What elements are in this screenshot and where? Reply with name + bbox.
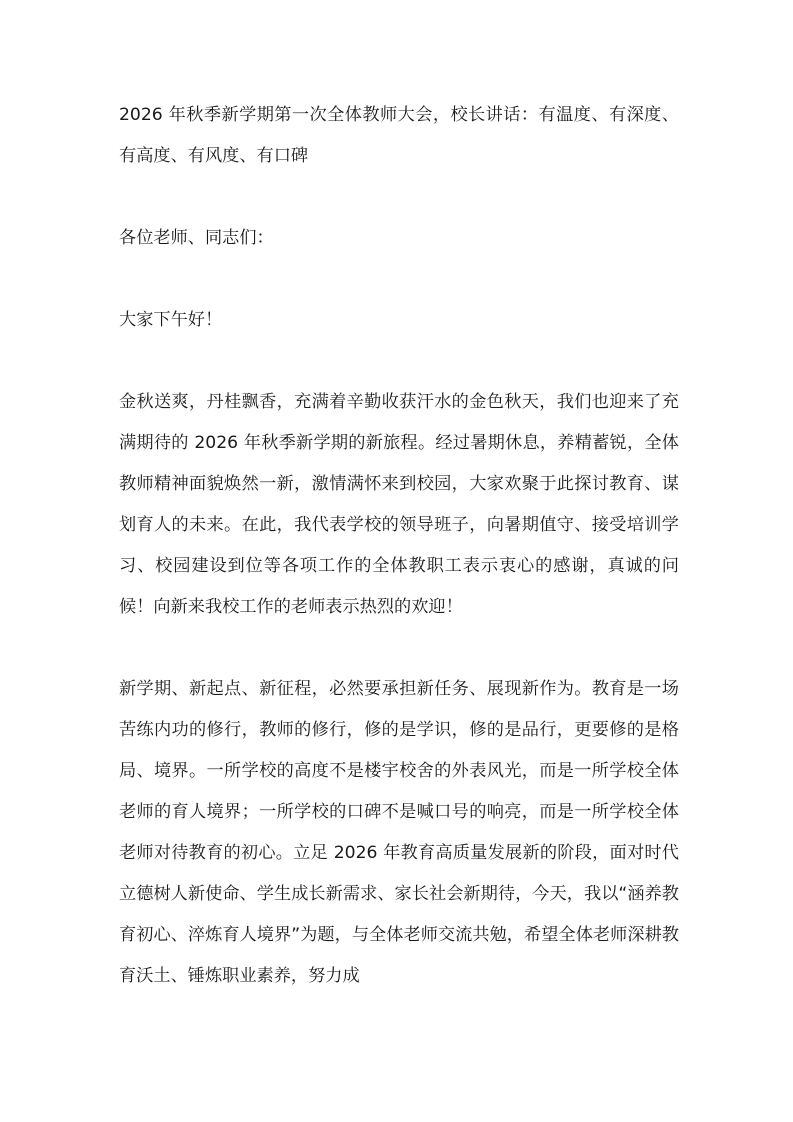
greeting: 各位老师、同志们： <box>119 228 274 248</box>
document-body <box>119 95 679 997</box>
salutation: 大家下午好！ <box>119 310 223 330</box>
document-title: 2026 年秋季新学期第一次全体教师大会，校长讲话：有温度、有深度、有高度、有风度、有口碑 <box>119 105 679 166</box>
paragraph: 金秋送爽，丹桂飘香，充满着辛勤收获汗水的金色秋天，我们也迎来了充满期待的 2026 年秋季新学期的新旅程。经过暑期休息，养精蓄锐，全体教师精神面貌焕然一新，激情满怀来到校园，大家欢聚于此探讨教育、谋划育人的未来。在此，我代表学校的领导班子，向暑期值守、接受培训学习、校园建设到位等各项工作的全体教职工表示衷心的感谢，真诚的问候！向新来我校工作的老师表示热烈的欢迎！ <box>119 392 679 617</box>
paragraph: 新学期、新起点、新征程，必然要承担新任务、展现新作为。教育是一场苦练内功的修行，教师的修行，修的是学识，修的是品行，更要修的是格局、境界。一所学校的高度不是楼宇校舍的外表风光，而是一所学校全体老师的育人境界；一所学校的口碑不是喊口号的响亮，而是一所学校全体老师对待教育的初心。立足 2026 年教育高质量发展新的阶段，面对时代立德树人新使命、学生成长新需求、家长社会新期待，今天，我以“涵养教育初心、淬炼育人境界”为题，与全体老师交流共勉，希望全体老师深耕教育沃土、锤炼职业素养，努力成 <box>119 679 679 986</box>
